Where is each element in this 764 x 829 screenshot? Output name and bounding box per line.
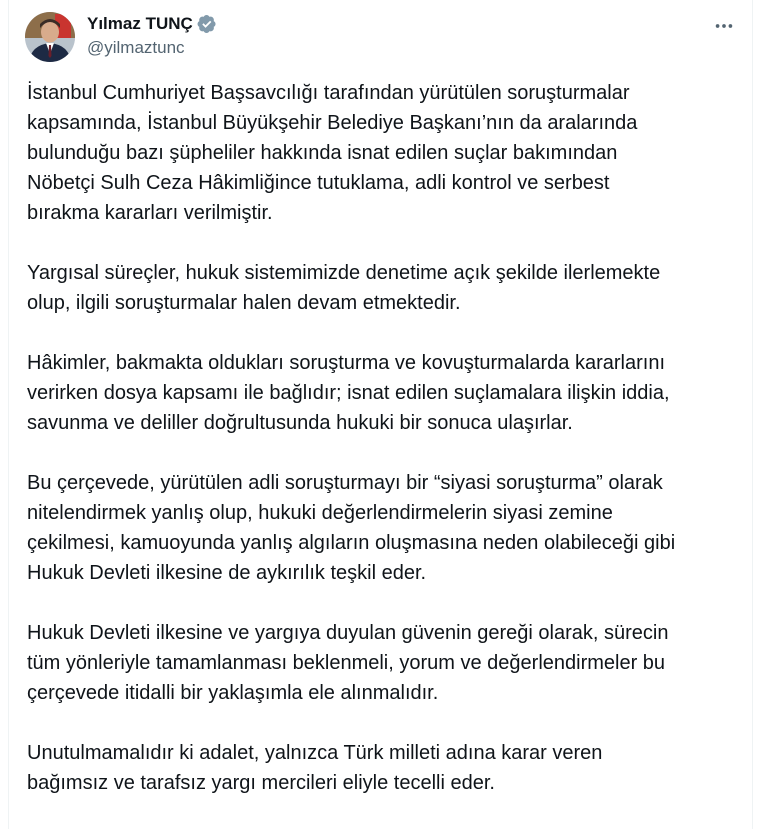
tweet-text [27,78,743,828]
author-handle[interactable]: @yilmaztunc [87,38,185,57]
tweet-card [8,0,753,829]
name-row [87,13,217,35]
tweet-paragraph: Bu çerçevede, yürütülen adli soruşturmayı bir “siyasi soruşturma” olarak nitelendirmek yanlış olup, hukuki değerlendirmelerin siyasi zemine çekilmesi, kamuoyunda yanlış algıların oluşmasına neden olabileceği gibi Hukuk Devleti ilkesine de aykırılık teşkil eder. [27,472,676,584]
tweet-paragraph: Yargısal süreçler, hukuk sistemimizde denetime açık şekilde ilerlemekte olup, ilgili soruşturmalar halen devam etmektedir. [27,262,661,314]
display-name[interactable]: Yılmaz TUNÇ [87,14,193,33]
tweet-paragraph: İstanbul Cumhuriyet Başsavcılığı tarafından yürütülen soruşturmalar kapsamında, İstanbul Büyükşehir Belediye Başkanı’nın da aralarında bulunduğu bazı şüpheliler hakkında isnat edilen suçlar bakımından Nöbetçi Sulh Ceza Hâkimliğince tutuklama, adli kontrol ve serbest bırakma kararları verilmiştir. [27,82,638,224]
more-options-button[interactable] [712,14,736,38]
tweet-paragraph: Hukuk Devleti ilkesine ve yargıya duyulan güvenin gereği olarak, sürecin tüm yönleriyle tamamlanması beklenmeli, yorum ve değerlendirmeler bu çerçevede itidalli bir yaklaşımla ele alınmalıdır. [27,622,669,704]
avatar[interactable] [25,12,75,62]
tweet-paragraph: Hâkimler, bakmakta oldukları soruşturma ve kovuşturmalarda kararlarını verirken dosya kapsamı ile bağlıdır; isnat edilen suçlamalara ilişkin iddia, savunma ve deliller doğrultusunda hukuki bir sonuca ulaşırlar. [27,352,670,434]
avatar-image [25,12,75,62]
author-block [87,13,217,58]
verified-badge-icon[interactable] [197,14,217,34]
more-options-icon [713,15,735,37]
tweet-paragraph: Unutulmamalıdır ki adalet, yalnızca Türk milleti adına karar veren bağımsız ve tarafsız yargı mercileri eliyle tecelli eder. [27,742,603,794]
tweet-header [25,12,736,64]
